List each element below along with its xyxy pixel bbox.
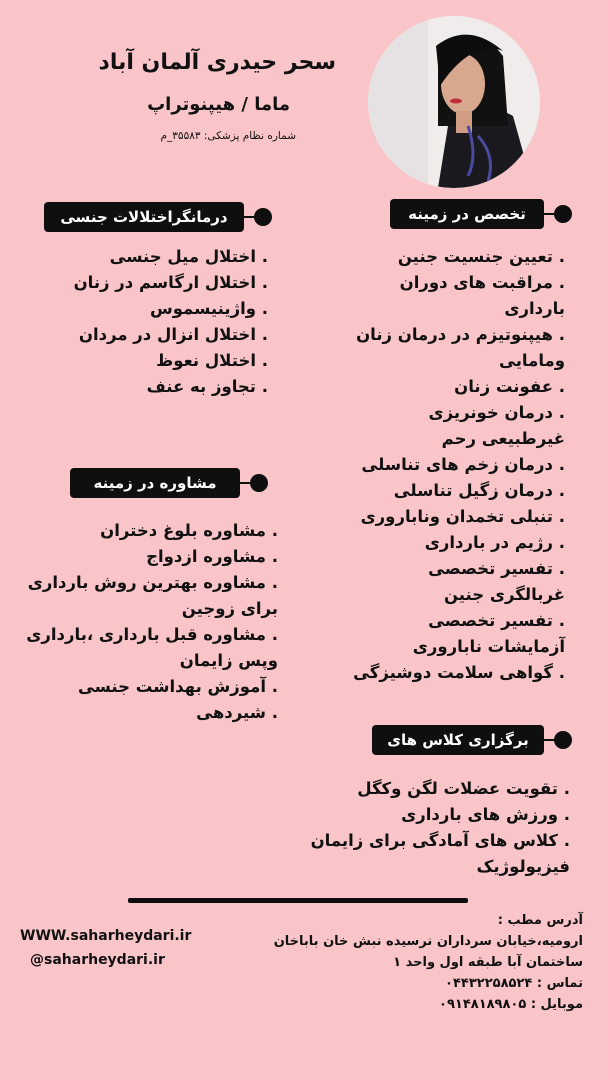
doctor-role: ماما / هیپنوتراپ: [147, 94, 290, 115]
list-item: . ورزش های بارداری: [401, 805, 570, 824]
address-line: ساختمان آبا طبقه اول واحد ۱: [393, 955, 583, 970]
list-item: . تقویت عضلات لگن وکگل: [357, 779, 570, 798]
counseling-list: [26, 518, 278, 726]
bullet-dot-icon: [254, 208, 272, 226]
counseling-title-text: مشاوره در زمینه: [93, 474, 217, 492]
classes-title-text: برگزاری کلاس های: [387, 731, 529, 749]
list-item: ومامایی: [499, 351, 565, 370]
list-item: . اختلال ارگاسم در زنان: [73, 273, 268, 292]
list-item: . اختلال انزال در مردان: [78, 325, 268, 344]
list-item: فیزیولوژیک: [476, 857, 570, 876]
list-item: . درمان زخم های تناسلی: [361, 455, 565, 474]
profile-photo: [368, 16, 540, 188]
list-item: وپس زایمان: [179, 651, 278, 670]
list-item: . رژیم در بارداری: [424, 533, 565, 552]
list-item: . درمان خونریزی: [428, 403, 565, 422]
list-item: برای زوجین: [181, 599, 278, 618]
divider: [128, 898, 468, 903]
specialty-title-text: تخصص در زمینه: [408, 205, 526, 223]
list-item: . کلاس های آمادگی برای زایمان: [310, 831, 570, 850]
list-item: . شیردهی: [196, 703, 278, 722]
list-item: . تنبلی تخمدان وناباروری: [360, 507, 565, 526]
address-block: [274, 910, 583, 1015]
mobile-number[interactable]: موبایل : ۰۹۱۴۸۱۸۹۸۰۵: [439, 997, 583, 1012]
list-item: بارداری: [504, 299, 565, 318]
list-item: . اختلال میل جنسی: [109, 247, 268, 266]
list-item: . تعیین جنسیت جنین: [397, 247, 565, 266]
list-item: . واژینیسموس: [149, 299, 268, 318]
list-item: . آموزش بهداشت جنسی: [77, 677, 278, 696]
specialty-title: [390, 199, 544, 229]
phone-number[interactable]: تماس : ۰۴۴۳۲۲۵۸۵۲۴: [445, 976, 583, 991]
list-item: . عفونت زنان: [454, 377, 565, 396]
list-item: . درمان زگیل تناسلی: [393, 481, 565, 500]
bullet-dot-icon: [554, 205, 572, 223]
address-label: آدرس مطب :: [497, 913, 583, 928]
sexual-disorders-list: [74, 244, 268, 400]
counseling-title: [70, 468, 240, 498]
list-item: . مشاوره ازدواج: [146, 547, 278, 566]
list-item: غربالگری جنین: [443, 585, 565, 604]
specialty-list: [353, 244, 565, 686]
list-item: . هیپنوتیزم در درمان زنان: [356, 325, 565, 344]
list-item: . مراقبت های دوران: [399, 273, 565, 292]
classes-title: [372, 725, 544, 755]
sexual-disorders-title-text: درمانگراختلالات جنسی: [60, 208, 228, 226]
list-item: . تفسیر تخصصی: [428, 559, 565, 578]
list-item: . گواهی سلامت دوشیزگی: [353, 663, 565, 682]
bullet-dot-icon: [250, 474, 268, 492]
list-item: آزمایشات ناباروری: [412, 637, 565, 656]
instagram-handle[interactable]: @saharheydari.ir: [30, 952, 165, 968]
website-link[interactable]: WWW.saharheydari.ir: [20, 928, 192, 944]
address-line: ارومیه،خیابان سرداران نرسیده نبش خان باباخان: [273, 934, 583, 949]
list-item: . اختلال نعوظ: [156, 351, 268, 370]
classes-list: [311, 776, 570, 880]
bullet-dot-icon: [554, 731, 572, 749]
sexual-disorders-title: [44, 202, 244, 232]
list-item: غیرطبیعی رحم: [441, 429, 565, 448]
list-item: . مشاوره قبل بارداری ،بارداری: [26, 625, 278, 644]
list-item: . مشاوره بهترین روش بارداری: [27, 573, 278, 592]
list-item: . تفسیر تخصصی: [428, 611, 565, 630]
list-item: . مشاوره بلوغ دختران: [100, 521, 278, 540]
license-number: شماره نظام پزشکی: ۳۵۵۸۳_م: [160, 130, 296, 142]
list-item: . تجاوز به عنف: [146, 377, 268, 396]
doctor-name: سحر حیدری آلمان آباد: [98, 50, 336, 75]
